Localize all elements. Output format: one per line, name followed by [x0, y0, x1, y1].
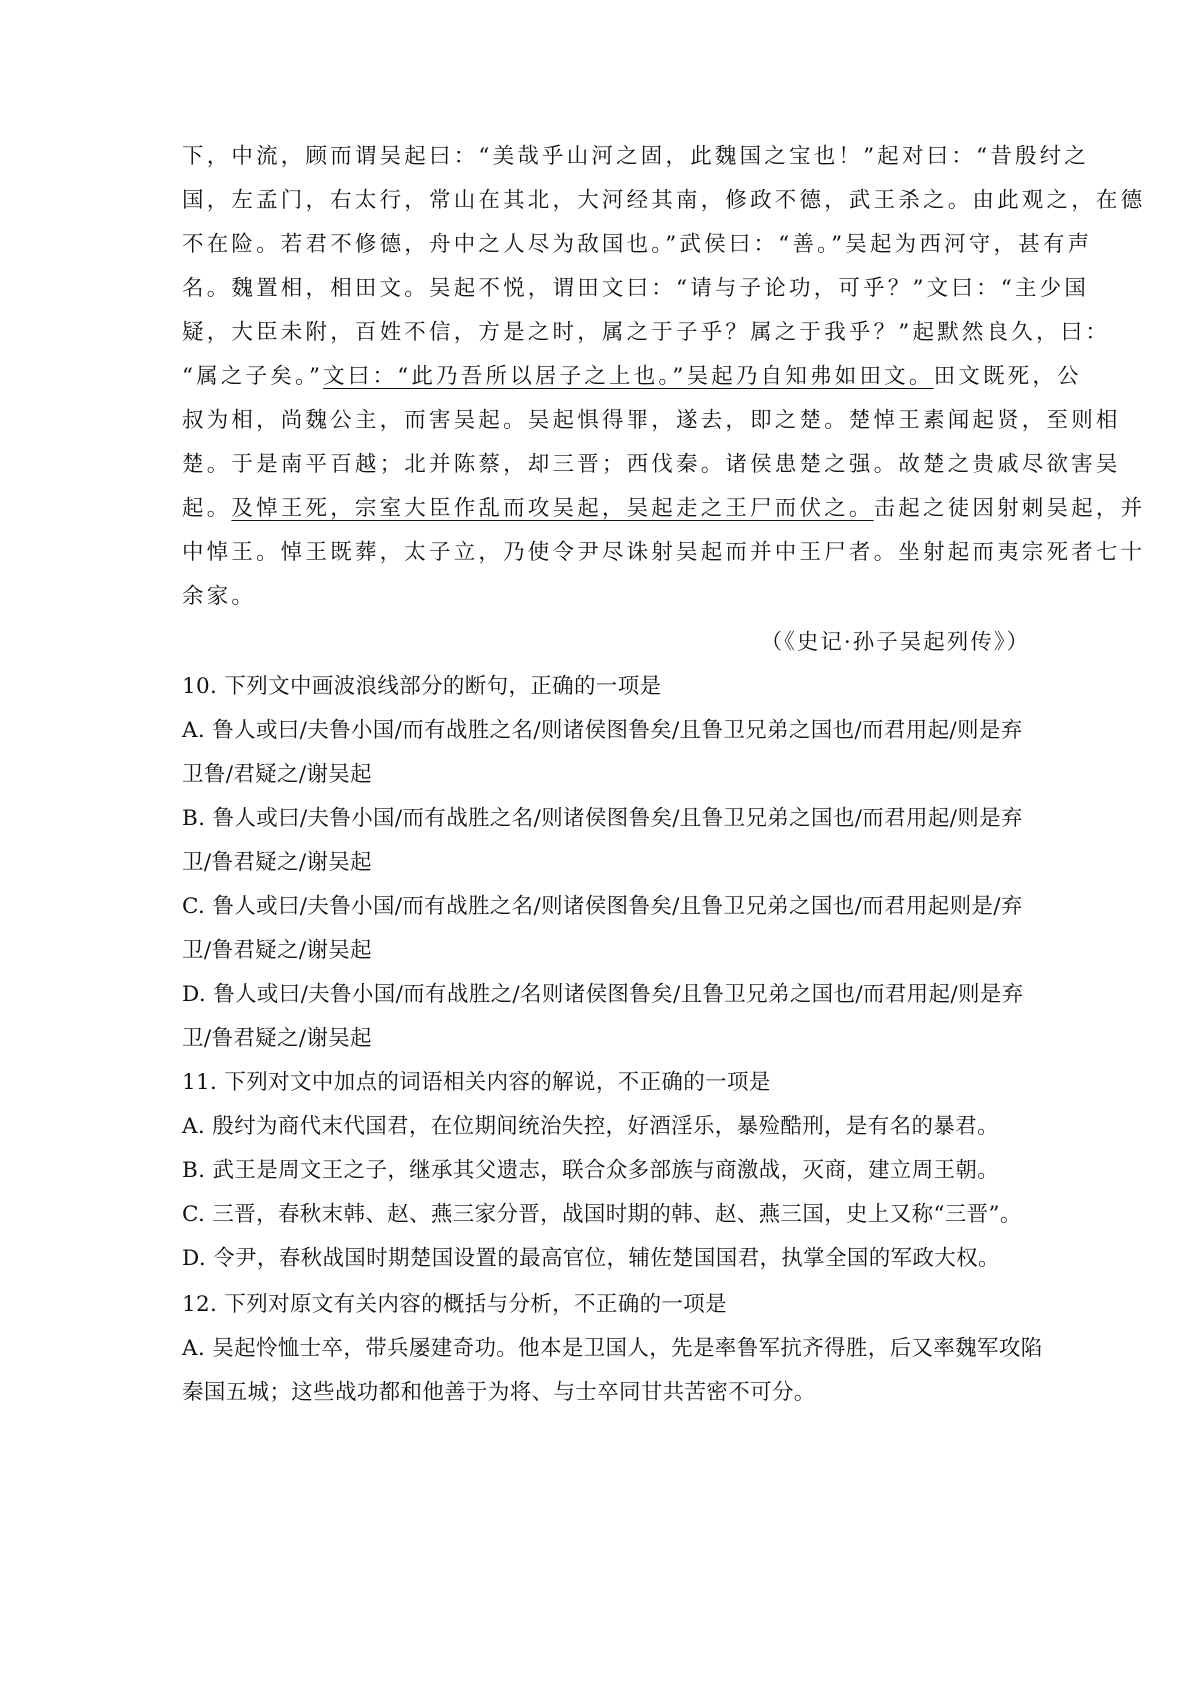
option-a: A. 吴起怜恤士卒，带兵屡建奇功。他本是卫国人，先是率鲁军抗齐得胜，后又率魏军攻陷	[182, 1336, 1043, 1361]
option-b: B. 鲁人或曰/夫鲁小国/而有战胜之名/则诸侯图鲁矣/且鲁卫兄弟之国也/而君用起/则是弃	[182, 806, 1023, 831]
option-d: D. 鲁人或曰/夫鲁小国/而有战胜之/名则诸侯图鲁矣/且鲁卫兄弟之国也/而君用起/则是弃	[182, 982, 1024, 1007]
option-d: D. 令尹，春秋战国时期楚国设置的最高官位，辅佐楚国国君，执掌全国的军政大权。	[182, 1246, 1000, 1271]
question-stem: 10. 下列文中画波浪线部分的断句，正确的一项是	[182, 674, 662, 699]
option-d-cont: 卫/鲁君疑之/谢吴起	[182, 1026, 372, 1051]
underlined-sentence: 及悼王死，宗室大臣作乱而攻吴起，吴起走之王尸而伏之。	[231, 496, 874, 521]
underlined-sentence: 文曰：“此乃吾所以居子之上也。”吴起乃自知弗如田文。	[323, 364, 934, 389]
passage-line: 楚。于是南平百越；北并陈蔡，却三晋；西伐秦。诸侯患楚之强。故楚之贵戚尽欲害吴	[182, 452, 1121, 477]
passage-line: 不在险。若君不修德，舟中之人尽为敌国也。”武侯曰：“善。”吴起为西河守，甚有声	[182, 232, 1093, 257]
option-a: A. 鲁人或曰/夫鲁小国/而有战胜之名/则诸侯图鲁矣/且鲁卫兄弟之国也/而君用起/则是弃	[182, 718, 1023, 743]
passage-text: 起。	[182, 496, 232, 521]
passage-line: 疑，大臣未附，百姓不信，方是之时，属之于子乎？属之于我乎？”起默然良久，曰：	[182, 320, 1111, 345]
passage-line: 国，左孟门，右太行，常山在其北，大河经其南，修政不德，武王杀之。由此观之，在德	[182, 188, 1146, 213]
passage-source: （《史记·孙子吴起列传》）	[760, 630, 1030, 655]
passage-line: 叔为相，尚魏公主，而害吴起。吴起惧得罪，遂去，即之楚。楚悼王素闻起贤，至则相	[182, 408, 1121, 433]
option-c: C. 鲁人或曰/夫鲁小国/而有战胜之名/则诸侯图鲁矣/且鲁卫兄弟之国也/而君用起则是/弃	[182, 894, 1023, 919]
option-c-cont: 卫/鲁君疑之/谢吴起	[182, 938, 372, 963]
passage-line	[182, 494, 1146, 524]
passage-line: 中悼王。悼王既葬，太子立，乃使令尹尽诛射吴起而并中王尸者。坐射起而夷宗死者七十	[182, 540, 1146, 565]
option-a: A. 殷纣为商代末代国君，在位期间统治失控，好酒淫乐，暴殓酷刑，是有名的暴君。	[182, 1114, 999, 1139]
passage-text: “属之子矣。”	[182, 364, 324, 389]
passage-line: 名。魏置相，相田文。吴起不悦，谓田文曰：“请与子论功，可乎？”文曰：“主少国	[182, 276, 1090, 301]
passage-line: 下，中流，顾而谓吴起曰：“美哉乎山河之固，此魏国之宝也！”起对曰：“昔殷纣之	[182, 144, 1090, 169]
question-stem: 11. 下列对文中加点的词语相关内容的解说，不正确的一项是	[182, 1070, 771, 1095]
option-a-cont: 卫鲁/君疑之/谢吴起	[182, 762, 372, 787]
option-b: B. 武王是周文王之子，继承其父遗志，联合众多部族与商激战，灭商，建立周王朝。	[182, 1158, 1000, 1183]
question-stem: 12. 下列对原文有关内容的概括与分析，不正确的一项是	[182, 1292, 727, 1317]
option-b-cont: 卫/鲁君疑之/谢吴起	[182, 850, 372, 875]
passage-text: 击起之徒因射刺吴起，并	[873, 496, 1146, 521]
passage-line: 余家。	[182, 584, 257, 609]
option-c: C. 三晋，春秋末韩、赵、燕三家分晋，战国时期的韩、赵、燕三国，史上又称“三晋”。	[182, 1202, 1022, 1227]
passage-text: 田文既死，公	[933, 364, 1082, 389]
passage-line	[182, 362, 1082, 392]
option-a-cont: 秦国五城；这些战功都和他善于为将、与士卒同甘共苦密不可分。	[182, 1380, 816, 1405]
